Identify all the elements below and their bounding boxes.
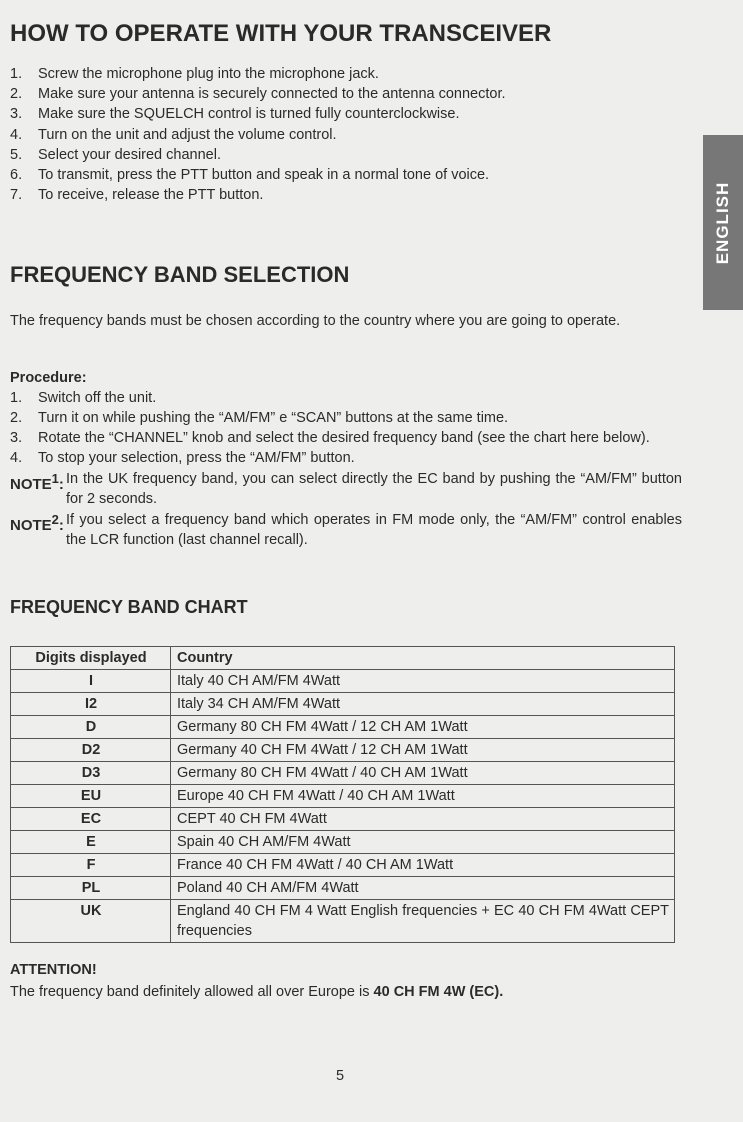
list-item [10,145,670,165]
step-number: 2. [10,410,23,426]
table-row [11,693,675,716]
country-cell: Germany 40 CH FM 4Watt / 12 CH AM 1Watt [171,739,675,762]
digits-cell: EC [11,808,171,831]
note-label: NOTE$^2$: [10,512,64,534]
table-row [11,739,675,762]
table-row [11,670,675,693]
step-text: Make sure the SQUELCH control is turned fully counterclockwise. [38,106,460,123]
step-text: Turn it on while pushing the “AM/FM” e “SCAN” buttons at the same time. [38,410,509,426]
attention-text [10,984,503,1000]
procedure-label: Procedure: [10,370,87,386]
note-text: In the UK frequency band, you can select directly the EC band by pushing the “AM/FM” button for 2 seconds. [66,471,682,507]
step-text: Screw the microphone plug into the microphone jack. [38,66,379,82]
step-number: 4. [10,126,23,143]
step-number: 5. [10,146,23,163]
table-header-row [11,647,675,670]
step-text: To transmit, press the PTT button and speak in a normal tone of voice. [38,167,490,184]
country-cell: Poland 40 CH AM/FM 4Watt [171,877,675,900]
operate-title: HOW TO OPERATE WITH YOUR TRANSCEIVER [10,20,552,47]
country-cell: Italy 34 CH AM/FM 4Watt [171,693,675,716]
digits-cell: D2 [11,739,171,762]
digits-cell: UK [11,900,171,943]
note-label: NOTE$^1$: [10,471,64,493]
country-cell: Europe 40 CH FM 4Watt / 40 CH AM 1Watt [171,785,675,808]
digits-cell: I2 [11,693,171,716]
step-text: To stop your selection, press the “AM/FM” button. [38,450,355,466]
attention-sentence: The frequency band definitely allowed all over Europe is [10,984,374,1000]
step-text: Select your desired channel. [38,146,221,163]
digits-cell: I [11,670,171,693]
digits-cell: E [11,831,171,854]
table-row [11,808,675,831]
step-number: 7. [10,187,23,204]
digits-cell: D [11,716,171,739]
list-item [10,64,670,84]
language-tab-label: ENGLISH [713,181,732,264]
country-cell: Italy 40 CH AM/FM 4Watt [171,670,675,693]
list-item [10,428,682,448]
country-cell: England 40 CH FM 4 Watt English frequencies + EC 40 CH FM 4Watt CEPT frequencies [171,900,675,943]
attention-title: ATTENTION! [10,962,97,978]
list-item [10,165,670,185]
table-row [11,854,675,877]
digits-cell: D3 [11,762,171,785]
note-2 [10,510,682,550]
list-item [10,125,670,145]
note-word: NOTE [10,517,52,534]
attention-highlight: 40 CH FM 4W (EC). [373,984,504,1000]
table-row [11,716,675,739]
step-number: 3. [10,106,23,123]
step-number: 4. [10,450,23,466]
note-number: 2 [51,512,59,527]
step-text: Switch off the unit. [38,390,157,406]
note-number: 1 [51,471,59,486]
digits-cell: PL [11,877,171,900]
frequency-band-table [10,646,675,943]
step-text: Turn on the unit and adjust the volume control. [38,126,337,143]
selection-title: FREQUENCY BAND SELECTION [10,262,350,287]
country-cell: CEPT 40 CH FM 4Watt [171,808,675,831]
note-1 [10,469,682,509]
country-cell: France 40 CH FM 4Watt / 40 CH AM 1Watt [171,854,675,877]
list-item [10,448,682,468]
selection-intro: The frequency bands must be chosen according to the country where you are going to operate. [10,313,621,329]
country-cell: Germany 80 CH FM 4Watt / 12 CH AM 1Watt [171,716,675,739]
table-row [11,877,675,900]
note-text: If you select a frequency band which operates in FM mode only, the “AM/FM” control enables the LCR function (last channel recall). [66,512,682,548]
list-item [10,408,682,428]
step-number: 3. [10,430,23,446]
digits-cell: F [11,854,171,877]
procedure-steps [10,388,682,550]
chart-title: FREQUENCY BAND CHART [10,597,248,617]
step-number: 1. [10,66,23,82]
step-number: 2. [10,86,23,103]
column-header-digits: Digits displayed [11,647,171,670]
list-item [10,388,682,408]
digits-cell: EU [11,785,171,808]
step-text: To receive, release the PTT button. [38,187,264,204]
step-number: 6. [10,167,23,184]
step-text: Rotate the “CHANNEL” knob and select the desired frequency band (see the chart here below). [38,430,650,446]
page-number: 5 [335,1068,345,1084]
column-header-country: Country [171,647,675,670]
table-row [11,831,675,854]
list-item [10,84,670,104]
table-row [11,762,675,785]
list-item [10,104,670,124]
step-number: 1. [10,390,23,406]
operate-steps [10,64,670,205]
list-item [10,185,670,205]
country-cell: Germany 80 CH FM 4Watt / 40 CH AM 1Watt [171,762,675,785]
language-tab [703,135,743,310]
table-row [11,785,675,808]
table-row [11,900,675,943]
step-text: Make sure your antenna is securely connected to the antenna connector. [38,86,506,103]
note-word: NOTE [10,476,52,493]
country-cell: Spain 40 CH AM/FM 4Watt [171,831,675,854]
